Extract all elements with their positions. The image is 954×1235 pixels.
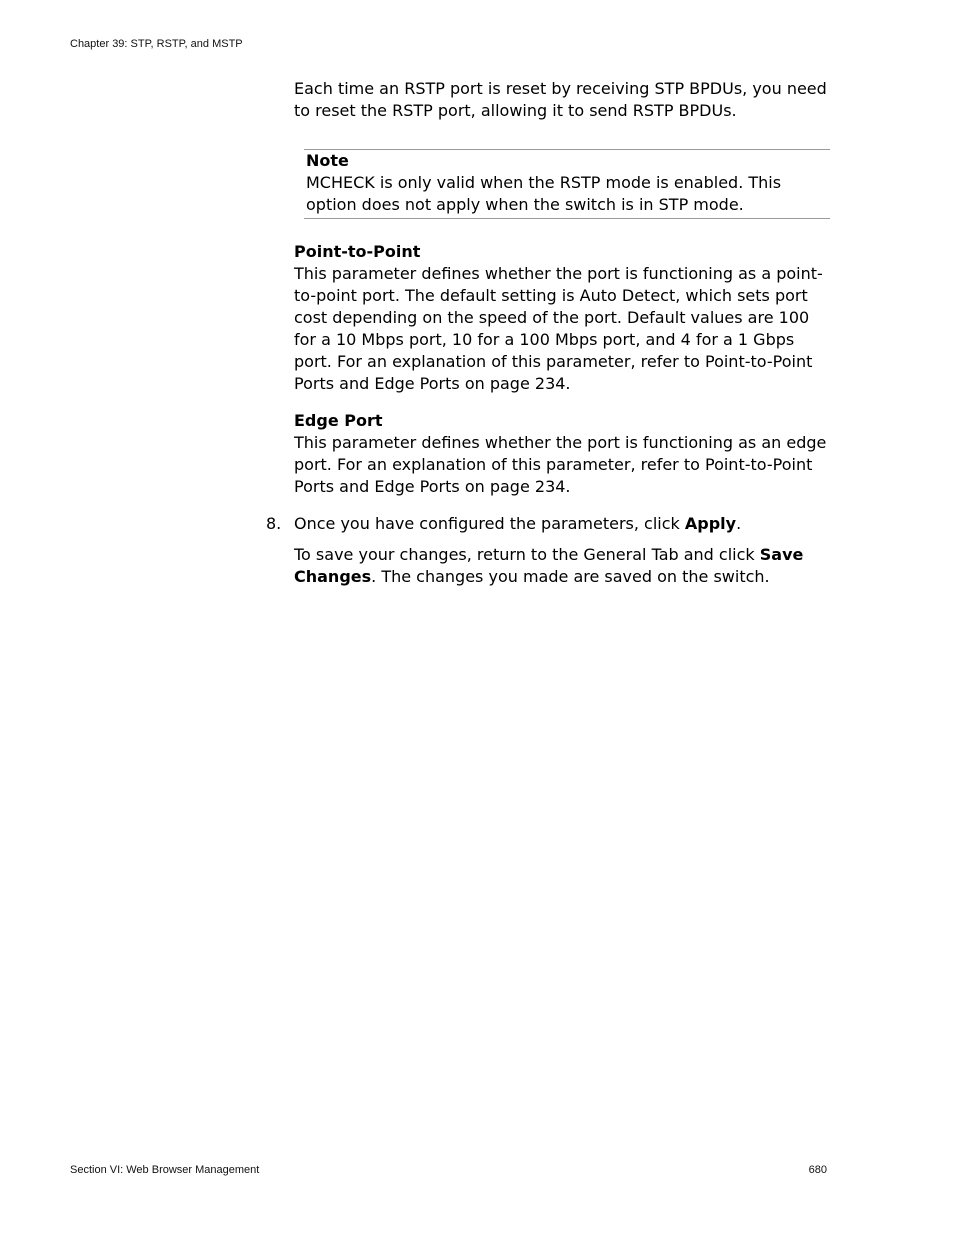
edge-port-body: This parameter defines whether the port is functioning as an edge port. For an explanation of this parameter, refer to Point-to-Point Ports and Edge Ports on page 234.: [294, 433, 827, 496]
step-number: 8.: [266, 514, 282, 533]
edge-port-section: [294, 410, 828, 498]
running-header: Chapter 39: STP, RSTP, and MSTP: [70, 38, 243, 50]
save-paragraph: [294, 544, 828, 588]
save-text-after: . The changes you made are saved on the switch.: [371, 567, 770, 586]
note-body: MCHECK is only valid when the RSTP mode is enabled. This option does not apply when the switch is in STP mode.: [306, 173, 782, 214]
point-to-point-section: [294, 241, 828, 395]
save-text-before: To save your changes, return to the General Tab and click: [294, 545, 760, 564]
step-text-before: Once you have configured the parameters, click: [294, 514, 685, 533]
apply-bold: Apply: [684, 514, 737, 533]
edge-port-heading: Edge Port: [294, 411, 383, 430]
page-number: 680: [808, 1164, 827, 1176]
step-8: [266, 513, 828, 535]
point-to-point-body: This parameter defines whether the port is functioning as a point-to-point port. The default setting is Auto Detect, which sets port cost depending on the speed of the port. Default values are 100 for a 10 Mbps port, 10 for a 100 Mbps port, and 4 for a 1 Gbps port. For an explanation of this parameter, refer to Point-to-Point Ports and Edge Ports on page 234.: [294, 264, 823, 393]
intro-paragraph: Each time an RSTP port is reset by receiving STP BPDUs, you need to reset the RSTP port, allowing it to send RSTP BPDUs.: [294, 79, 827, 120]
note-box: [304, 149, 830, 219]
save-changes-bold: Save Changes: [294, 545, 804, 586]
point-to-point-heading: Point-to-Point: [294, 242, 421, 261]
note-title: Note: [306, 151, 349, 170]
step-text-after: .: [736, 514, 742, 533]
footer-section: Section VI: Web Browser Management: [70, 1164, 260, 1176]
page-content: [266, 78, 828, 588]
